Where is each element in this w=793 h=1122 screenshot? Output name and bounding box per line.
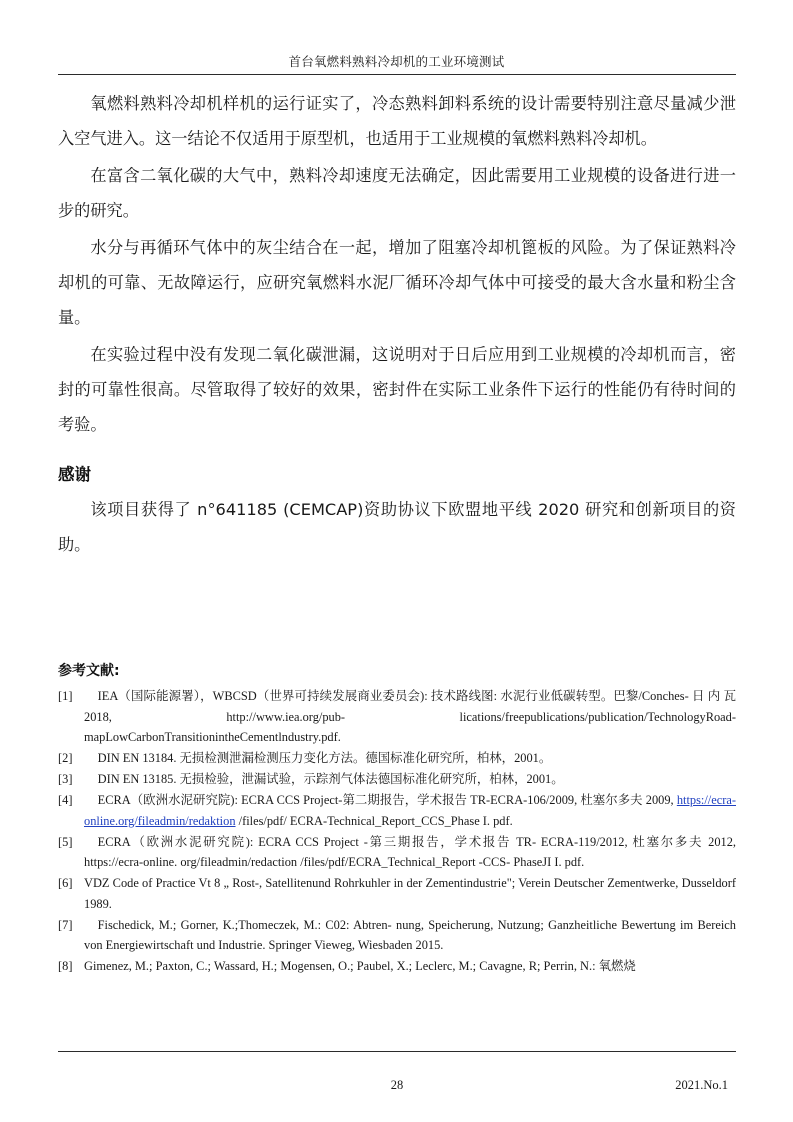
footer-divider bbox=[58, 1051, 736, 1052]
reference-text bbox=[84, 832, 736, 873]
reference-number: [5] bbox=[58, 834, 73, 849]
references-list bbox=[58, 686, 736, 977]
reference-text-part: VDZ Code of Practice Vt 8 „ Rost-, Satellitenund Rohrkuhler in der Zementindustrie"; Verein Deutscher Zementwerke, Dusseldorf 1989. bbox=[84, 876, 736, 911]
list-item bbox=[58, 686, 736, 748]
list-item bbox=[58, 873, 736, 914]
reference-number: [4] bbox=[58, 793, 73, 807]
list-item bbox=[58, 748, 736, 769]
reference-text-part: /files/pdf/ ECRA-Technical_Report_CCS_Phase I. pdf. bbox=[235, 813, 513, 828]
reference-number: [7] bbox=[58, 917, 73, 932]
list-item bbox=[58, 790, 736, 831]
acknowledgement-text: 该项目获得了 n°641185 (CEMCAP)资助协议下欧盟地平线 2020 研究和创新项目的资助。 bbox=[58, 500, 736, 554]
issue-label: 2021.No.1 bbox=[675, 1078, 728, 1092]
list-item bbox=[58, 769, 736, 790]
reference-number: [2] bbox=[58, 751, 73, 765]
page-content bbox=[58, 86, 736, 977]
reference-text-part: Gimenez, M.; Paxton, C.; Wassard, H.; Mogensen, O.; Paubel, X.; Leclerc, M.; Cavagne, R; Perrin, N.: 氧燃烧 bbox=[84, 959, 636, 973]
section-heading-acknowledgement: 感谢 bbox=[58, 465, 91, 484]
reference-text-part: IEA（国际能源署），WBCSD（世界可持续发展商业委员会): 技术路线图: 水泥行业低碳转型。巴黎/Conches- 日 内 瓦 2018, http://www.iea.org/pub- lications/freepublications/publication/TechnologyRoad-mapLowCarbonTransitionintheCementlndustry.pdf. bbox=[84, 689, 736, 744]
reference-text-part: ECRA（欧洲水泥研究院): ECRA CCS Project -第三期报告，学术报告 TR- ECRA-119/2012, 杜塞尔多夫 2012, https://ecra-online. org/fileadmin/redaction /files/pdf/ECRA_Technical_Report -CCS- PhaseJI I. pdf. bbox=[84, 834, 736, 869]
list-item bbox=[58, 915, 736, 956]
reference-text bbox=[84, 748, 736, 769]
running-head: 首台氧燃料熟料冷却机的工业环境测试 bbox=[288, 54, 505, 69]
reference-number: [6] bbox=[58, 876, 73, 890]
reference-text-part: DIN EN 13184. 无损检测泄漏检测压力变化方法。德国标准化研究所，柏林，2001。 bbox=[97, 751, 552, 765]
reference-text-part: ECRA（欧洲水泥研究院): ECRA CCS Project-第二期报告，学术报告 TR-ECRA-106/2009, 杜塞尔多夫 2009, bbox=[97, 793, 677, 807]
body-paragraph: 水分与再循环气体中的灰尘结合在一起，增加了阻塞冷却机篦板的风险。为了保证熟料冷却机的可靠、无故障运行，应研究氧燃料水泥厂循环冷却气体中可接受的最大含水量和粉尘含量。 bbox=[58, 238, 736, 327]
reference-number: [8] bbox=[58, 959, 73, 973]
reference-text bbox=[84, 769, 736, 790]
header-divider bbox=[58, 74, 736, 75]
reference-link[interactable]: https://ecra-online.org/fileadmin/redaktion bbox=[84, 793, 736, 828]
reference-text bbox=[84, 873, 736, 914]
reference-text bbox=[84, 686, 736, 748]
reference-text bbox=[84, 915, 736, 956]
page-number: 28 bbox=[390, 1078, 404, 1092]
reference-text-part: Fischedick, M.; Gorner, K.;Thomeczek, M.: C02: Abtren- nung, Speicherung, Nutzung; Ganzheitliche Bewertung im Bereich von Energiewirtschaft und Industrie. Springer Vieweg, Wiesbaden 2015. bbox=[84, 917, 736, 952]
reference-text-part: DIN EN 13185. 无损检验，泄漏试验，示踪剂气体法德国标准化研究所，柏林，2001。 bbox=[97, 772, 564, 786]
reference-number: [3] bbox=[58, 772, 73, 786]
reference-number: [1] bbox=[58, 689, 73, 703]
list-item bbox=[58, 832, 736, 873]
body-paragraph: 在富含二氧化碳的大气中，熟料冷却速度无法确定，因此需要用工业规模的设备进行进一步的研究。 bbox=[58, 166, 736, 220]
body-paragraph: 在实验过程中没有发现二氧化碳泄漏，这说明对于日后应用到工业规模的冷却机而言，密封的可靠性很高。尽管取得了较好的效果，密封件在实际工业条件下运行的性能仍有待时间的考验。 bbox=[58, 345, 736, 434]
reference-text bbox=[84, 956, 736, 977]
references-heading: 参考文献: bbox=[58, 663, 120, 679]
reference-text bbox=[84, 790, 736, 831]
list-item bbox=[58, 956, 736, 977]
body-paragraph: 氧燃料熟料冷却机样机的运行证实了，冷态熟料卸料系统的设计需要特别注意尽量减少泄入空气进入。这一结论不仅适用于原型机，也适用于工业规模的氧燃料熟料冷却机。 bbox=[58, 94, 736, 148]
